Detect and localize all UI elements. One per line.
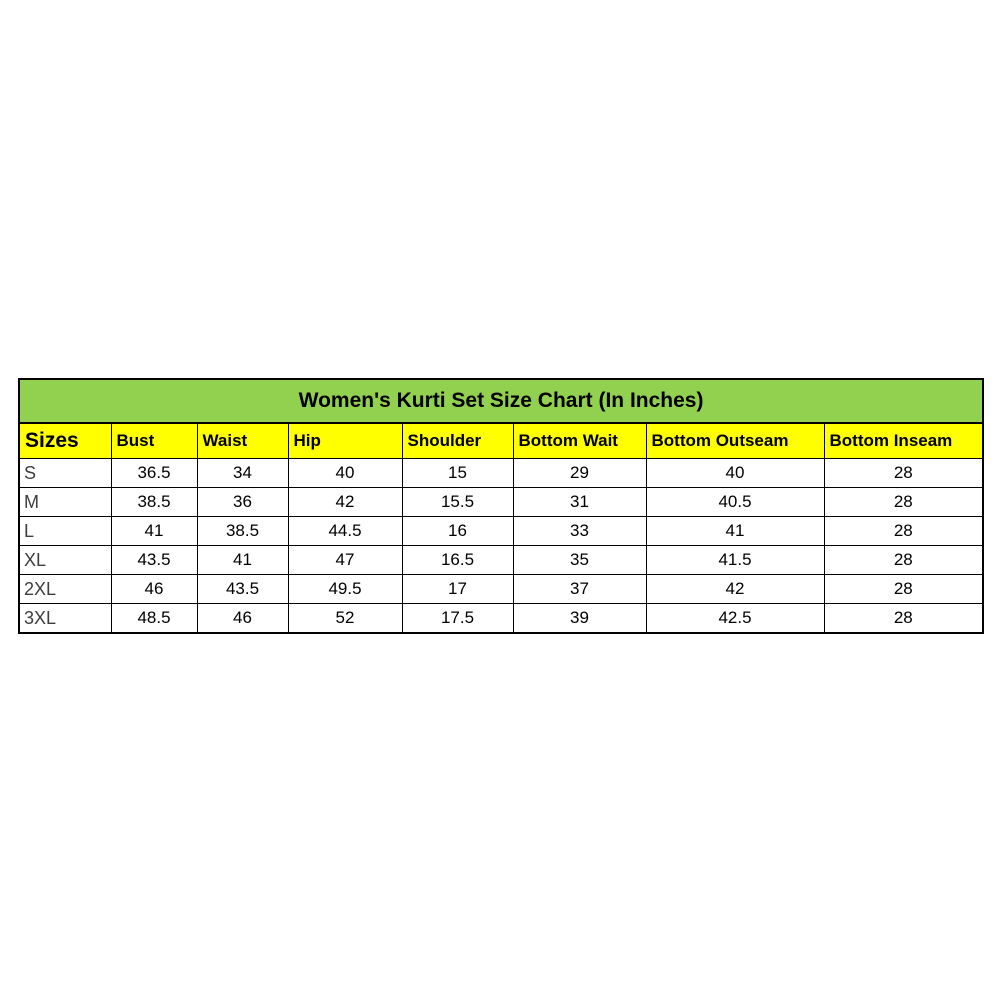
measurement-value: 43.5 [111,546,197,575]
measurement-value: 35 [513,546,646,575]
size-label: 3XL [19,604,111,634]
measurement-value: 41 [646,517,824,546]
table-row [19,459,983,488]
measurement-value: 52 [288,604,402,634]
title-row [19,379,983,423]
measurement-value: 17 [402,575,513,604]
chart-title: Women's Kurti Set Size Chart (In Inches) [19,379,983,423]
measurement-value: 28 [824,459,983,488]
measurement-value: 38.5 [197,517,288,546]
measurement-value: 28 [824,488,983,517]
table-row [19,488,983,517]
measurement-value: 40 [646,459,824,488]
measurement-value: 39 [513,604,646,634]
measurement-value: 29 [513,459,646,488]
table-row [19,517,983,546]
column-header-bottom-outseam: Bottom Outseam [646,423,824,459]
size-chart-table [18,378,984,634]
measurement-value: 17.5 [402,604,513,634]
measurement-value: 16.5 [402,546,513,575]
measurement-value: 31 [513,488,646,517]
measurement-value: 36.5 [111,459,197,488]
measurement-value: 34 [197,459,288,488]
measurement-value: 40 [288,459,402,488]
measurement-value: 28 [824,517,983,546]
measurement-value: 41 [111,517,197,546]
measurement-value: 38.5 [111,488,197,517]
header-row [19,423,983,459]
measurement-value: 46 [111,575,197,604]
column-header-bottom-inseam: Bottom Inseam [824,423,983,459]
measurement-value: 41.5 [646,546,824,575]
measurement-value: 15 [402,459,513,488]
measurement-value: 28 [824,604,983,634]
size-label: S [19,459,111,488]
measurement-value: 44.5 [288,517,402,546]
size-label: 2XL [19,575,111,604]
measurement-value: 15.5 [402,488,513,517]
column-header-waist: Waist [197,423,288,459]
size-label: L [19,517,111,546]
column-header-sizes: Sizes [19,423,111,459]
measurement-value: 42 [646,575,824,604]
measurement-value: 48.5 [111,604,197,634]
table-row [19,546,983,575]
measurement-value: 43.5 [197,575,288,604]
measurement-value: 47 [288,546,402,575]
measurement-value: 40.5 [646,488,824,517]
column-header-bottom-wait: Bottom Wait [513,423,646,459]
measurement-value: 16 [402,517,513,546]
size-table-body [19,459,983,634]
column-header-shoulder: Shoulder [402,423,513,459]
table-row [19,575,983,604]
column-header-bust: Bust [111,423,197,459]
measurement-value: 36 [197,488,288,517]
size-label: M [19,488,111,517]
measurement-value: 28 [824,546,983,575]
measurement-value: 42 [288,488,402,517]
measurement-value: 42.5 [646,604,824,634]
measurement-value: 33 [513,517,646,546]
measurement-value: 28 [824,575,983,604]
table-row [19,604,983,634]
size-label: XL [19,546,111,575]
measurement-value: 49.5 [288,575,402,604]
measurement-value: 46 [197,604,288,634]
column-header-hip: Hip [288,423,402,459]
measurement-value: 37 [513,575,646,604]
measurement-value: 41 [197,546,288,575]
